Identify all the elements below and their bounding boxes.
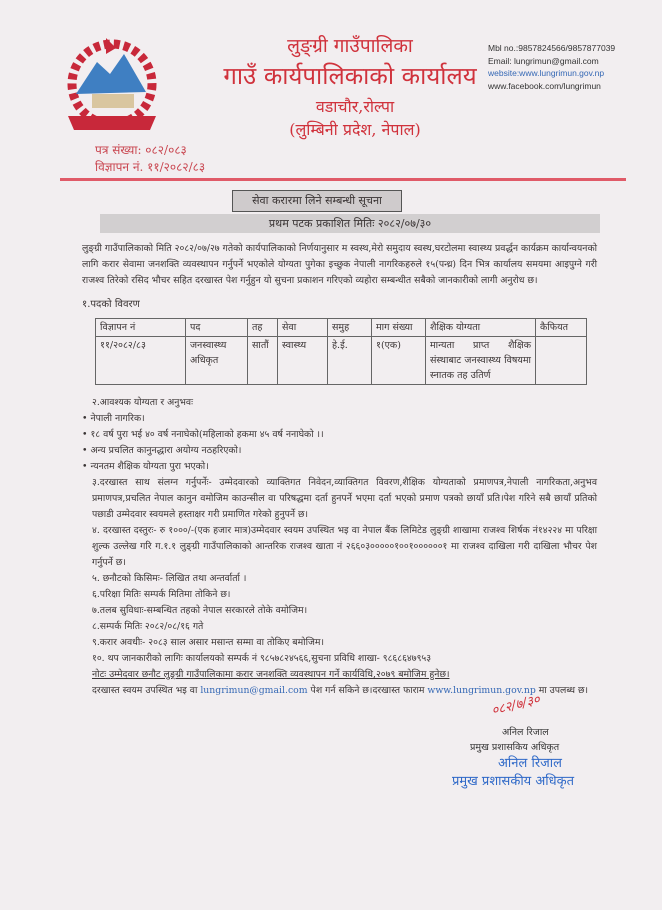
contact-facebook[interactable]: www.facebook.com/lungrimun: [488, 80, 601, 91]
office-province: (लुम्बिनी प्रदेश, नेपाल): [289, 120, 421, 139]
signature-block: [452, 692, 612, 791]
col-header: विज्ञापन नं: [96, 319, 186, 337]
requirements-list: [82, 395, 597, 699]
contact-mobile: Mbl no.:9857824566/9857877039: [488, 43, 616, 53]
handwritten-signature: ०८२/७/३०: [490, 692, 542, 719]
cell: मान्यता प्राप्त शैक्षिक संस्थाबाट जनस्वास्थ्य विषयमा स्नातक तह उतिर्ण: [426, 337, 536, 385]
section2-title: २.आवश्यक योग्यता र अनुभवः: [92, 397, 193, 408]
header-divider: [60, 178, 626, 181]
col-header: तह: [248, 319, 278, 337]
list-item: • १८ वर्ष पुरा भई ४० वर्ष ननाघेको(महिलाको हकमा ४५ वर्ष ननाघेको ।।: [82, 429, 324, 440]
table-header-row: [96, 319, 587, 337]
col-header: शैक्षिक योग्यता: [426, 319, 536, 337]
positions-table: [95, 318, 587, 385]
item-documents: ३.दरखास्त साथ संलग्न गर्नुपर्नेः- उम्मेदवारको व्याक्तिगत निवेदन,व्याक्तिगत विवरण,शैक्षिक योग्यताको प्रमाणपत्र,नेपाली नागरिकता,अनुभव प्रमाणपत्र,प्रचलित नेपाल कानुन वमोजिम काउन्सील वा परिषद्धमा दर्ता हुनपर्ने भएमा दर्ता भएको प्रमाण पत्रको छायाँ प्रति।पेश गरिने सबै छायाँ प्रतिको पछाडी उम्मेदवार स्वयमले हस्ताक्षर गरी प्रमाणित गरेको हुनुपर्ने छ।: [92, 477, 597, 520]
submit-post: मा उपलब्ध छ।: [538, 685, 588, 696]
bullet-text: १८ वर्ष पुरा भई ४० वर्ष ननाघेको(महिलाको हकमा ४५ वर्ष ननाघेको ।।: [90, 429, 324, 440]
table-row: [96, 337, 587, 385]
nepal-government-emblem: [62, 32, 162, 142]
col-header: समुह: [328, 319, 372, 337]
contact-email: Email: lungrimun@gmail.com: [488, 55, 599, 66]
signatory-title: प्रमुख प्रशासकिय अधिकृत: [470, 742, 560, 753]
section1-title: १.पदको विवरण: [82, 299, 140, 310]
item-contact-date: ८.सम्पर्क मितिः २०८२/०८/१६ गते: [92, 621, 204, 632]
notice-body: [82, 190, 597, 791]
office-location: वडाचौर,रोल्पा: [315, 97, 395, 116]
note: नोटः उम्मेदवार छनौट लुङ्ग्री गाउँपालिकामा करार जनशक्ति व्यवस्थापन गर्ने कार्यविधि,२०७९ बमोजिम हुनेछ।: [92, 669, 450, 680]
bullet-text: नेपाली नागरिक।: [90, 413, 145, 424]
cell: १(एक): [372, 337, 426, 385]
item-contract-period: ९.करार अवधीः- २०८३ साल असार मसान्त सम्मा वा तोकिए बमोजिम।: [92, 637, 324, 648]
item-exam-date: ६.परिक्षा मितिः सम्पर्क मितिमा तोकिने छ।: [92, 589, 231, 600]
bullet-text: न्यनतम शैक्षिक योग्यता पुरा भएको।: [90, 461, 209, 472]
website-link[interactable]: www.lungrimun.gov.np: [427, 685, 536, 696]
item-selection: ५. छनौटको किसिमः- लिखित तथा अन्तर्वार्ता ।: [92, 573, 247, 584]
list-item: • नेपाली नागरिक।: [82, 413, 145, 424]
contact-website[interactable]: website:www.lungrimun.gov.np: [488, 68, 605, 78]
cell: [536, 337, 587, 385]
cell: स्वास्थ्य: [278, 337, 328, 385]
cell: जनस्वास्थ्य अधिकृत: [186, 337, 248, 385]
municipality-name: लुङ्ग्री गाउँपालिका: [287, 35, 413, 57]
advertisement-number: विज्ञापन नं. ११/२०८२/८३: [95, 160, 206, 174]
cell: सातौं: [248, 337, 278, 385]
submit-pre: दरखास्त स्वयम उपस्थित भइ वा: [92, 685, 198, 696]
email-link[interactable]: lungrimun@gmail.com: [200, 685, 308, 696]
list-item: • अन्य प्रचलित कानुनद्धारा अयोग्य नठहरिएको।: [82, 445, 242, 456]
signatory-name: अनिल रिजाल: [502, 727, 549, 738]
contact-info: [488, 42, 615, 92]
col-header: पद: [186, 319, 248, 337]
item-salary: ७.तलब सुविधाः-सम्बन्धित तहको नेपाल सरकारले तोके वमोजिम।: [92, 605, 308, 616]
list-item: • न्यनतम शैक्षिक योग्यता पुरा भएको।: [82, 461, 209, 472]
cell: ११/२०८२/८३: [96, 337, 186, 385]
office-name: गाउँ कार्यपालिकाको कार्यालय: [223, 62, 477, 90]
stamp-title: प्रमुख प्रशासकीय अधिकृत: [452, 774, 575, 789]
item-more-info: १०. थप जानकारीको लागिः कार्यालयको सम्पर्क नं ९८५७८२४५६६,सुचना प्रविधि शाखा- ९८६८६४७९५३: [92, 653, 432, 664]
stamp-name: अनिल रिजाल: [498, 756, 562, 771]
cell: हे.ई.: [328, 337, 372, 385]
submit-mid: पेश गर्न सकिने छ।दरखास्त फाराम: [310, 685, 425, 696]
col-header: सेवा: [278, 319, 328, 337]
col-header: माग संख्या: [372, 319, 426, 337]
bullet-text: अन्य प्रचलित कानुनद्धारा अयोग्य नठहरिएको।: [90, 445, 242, 456]
notice-title: सेवा करारमा लिने सम्बन्धी सूचना: [232, 190, 402, 212]
published-date: प्रथम पटक प्रकाशित मितिः २०८२/०७/३०: [100, 214, 600, 233]
col-header: कैफियत: [536, 319, 587, 337]
item-fee: ४. दरखास्त दस्तुरः- रु १०००/-(एक हजार मात्र)उम्मेदवार स्वयम उपस्थित भइ वा नेपाल बैंक लिमिटेड लुङ्ग्री शाखामा राजश्व शिर्षक नं१४२२४ मा परिक्षा शुल्क उल्लेख गरि ग.१.१ लुङ्ग्री गाउँपालिकाको आन्तरिक राजश्व खाता नं २६६०३०००००१००१००००००१ मा राजश्व दाखिला गरी दाखिला भौचर पेश गर्नुपर्ने छ।: [92, 525, 597, 568]
intro-paragraph: लुङ्ग्री गाउँपालिकाको मिति २०८२/०७/२७ गतेको कार्यपालिकाको निर्णयानुसार म स्वस्थ,मेरो समुदाय स्वस्थ,घरटोलमा स्वास्थ्य प्रवर्द्धन कार्यक्रम कार्यान्वयनको लागि करार सेवामा जनशक्ति व्यवस्थापन गर्नुपर्ने भएकोले योग्यता पुगेका इच्छुक नेपाली नागरिकहरुले १५(पन्ध्र) दिन भित्र कार्यालय समयमा आइपुग्ने गरी राजश्व तिरेको रसिद भौचर सहित दरखास्त पेश गर्नुहुन यो सुचना प्रकाशन गरिएको व्यहोरा सम्बन्धीत सबैको जानकारीको लागी अनुरोध छ।: [82, 243, 597, 286]
letter-number: पत्र संख्या: ०८२/०८३: [95, 143, 187, 157]
